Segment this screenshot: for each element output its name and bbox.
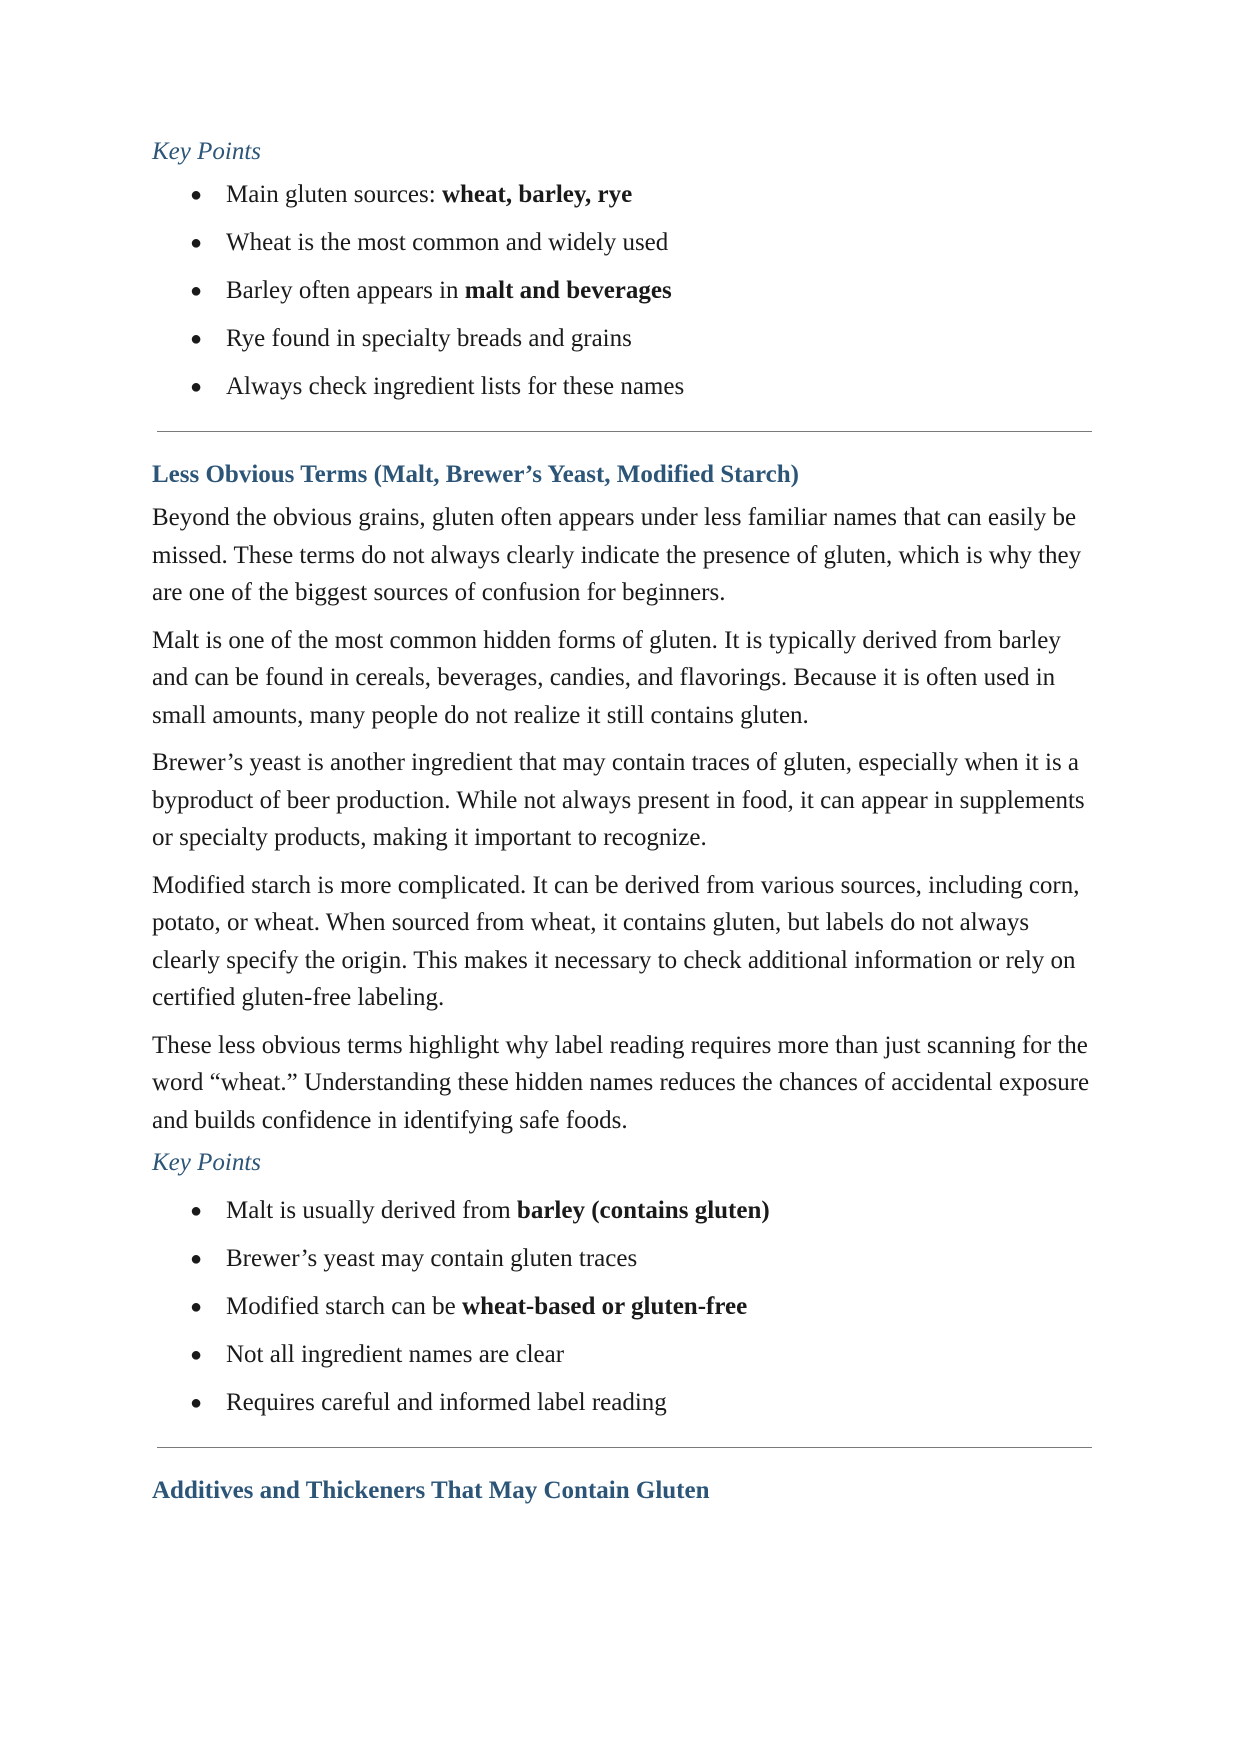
- list-item-text: Requires careful and informed label reading: [226, 1389, 667, 1416]
- list-item-text: Wheat is the most common and widely used: [226, 229, 669, 256]
- document-page: [152, 140, 1090, 1515]
- list-item-text: Main gluten sources:: [226, 181, 442, 208]
- section-heading: Less Obvious Terms (Malt, Brewer’s Yeast, Modified Starch): [152, 461, 799, 488]
- list-item-text: Barley often appears in: [226, 277, 465, 304]
- bullet-icon: ●: [190, 376, 203, 398]
- bullet-icon: ●: [190, 184, 203, 206]
- list-item: [152, 1379, 1090, 1427]
- bullet-icon: ●: [190, 232, 203, 254]
- list-item: [152, 1331, 1090, 1379]
- list-item-bold-text: barley (contains gluten): [516, 1197, 770, 1224]
- key-points-heading: Key Points: [152, 1149, 262, 1176]
- list-item: [152, 171, 1090, 219]
- list-item-bold-text: malt and beverages: [464, 277, 672, 304]
- bullet-icon: ●: [190, 1344, 203, 1366]
- key-points-list: [152, 1187, 1090, 1427]
- list-item: [152, 219, 1090, 267]
- list-item: [152, 1235, 1090, 1283]
- list-item: [152, 363, 1090, 411]
- list-item-bold-text: wheat-based or gluten-free: [462, 1293, 748, 1320]
- list-item-bold-text: wheat, barley, rye: [441, 181, 633, 208]
- list-item: [152, 267, 1090, 315]
- list-item-text: Rye found in specialty breads and grains: [226, 325, 632, 352]
- body-paragraph: Malt is one of the most common hidden forms of gluten. It is typically derived from barley and can be found in cereals, beverages, candies, and flavorings. Because it is often used in small amounts, many people do not realize it still contains gluten.: [152, 626, 1061, 729]
- key-points-list: [152, 171, 1090, 411]
- list-item-text: Brewer’s yeast may contain gluten traces: [226, 1245, 638, 1272]
- key-points-heading: Key Points: [152, 138, 262, 165]
- section-heading: Additives and Thickeners That May Contain Gluten: [152, 1477, 710, 1504]
- bullet-icon: ●: [190, 280, 203, 302]
- bullet-icon: ●: [190, 1248, 203, 1270]
- list-item-text: Malt is usually derived from: [226, 1197, 517, 1224]
- list-item: [152, 315, 1090, 363]
- body-paragraph: Beyond the obvious grains, gluten often appears under less familiar names that can easily be missed. These terms do not always clearly indicate the presence of gluten, which is why they are one of the biggest sources of confusion for beginners.: [152, 504, 1082, 606]
- body-paragraph: Brewer’s yeast is another ingredient that may contain traces of gluten, especially when it is a byproduct of beer production. While not always present in food, it can appear in supplements or specialty products, making it important to recognize.: [152, 749, 1085, 851]
- body-paragraph: Modified starch is more complicated. It can be derived from various sources, including corn, potato, or wheat. When sourced from wheat, it contains gluten, but labels do not always clearly specify the origin. This makes it necessary to check additional information or rely on certified gluten-free labeling.: [152, 871, 1080, 1011]
- list-item: [152, 1187, 1090, 1235]
- body-paragraph: These less obvious terms highlight why label reading requires more than just scanning for the word “wheat.” Understanding these hidden names reduces the chances of accidental exposure and builds confidence in identifying safe foods.: [152, 1031, 1090, 1134]
- list-item-text: Not all ingredient names are clear: [226, 1341, 565, 1368]
- section-divider: [157, 431, 1092, 432]
- section-divider: [157, 1447, 1092, 1448]
- bullet-icon: ●: [190, 1296, 203, 1318]
- list-item-text: Always check ingredient lists for these names: [226, 373, 685, 400]
- list-item: [152, 1283, 1090, 1331]
- list-item-text: Modified starch can be: [226, 1293, 463, 1320]
- bullet-icon: ●: [190, 328, 203, 350]
- bullet-icon: ●: [190, 1200, 203, 1222]
- bullet-icon: ●: [190, 1392, 203, 1414]
